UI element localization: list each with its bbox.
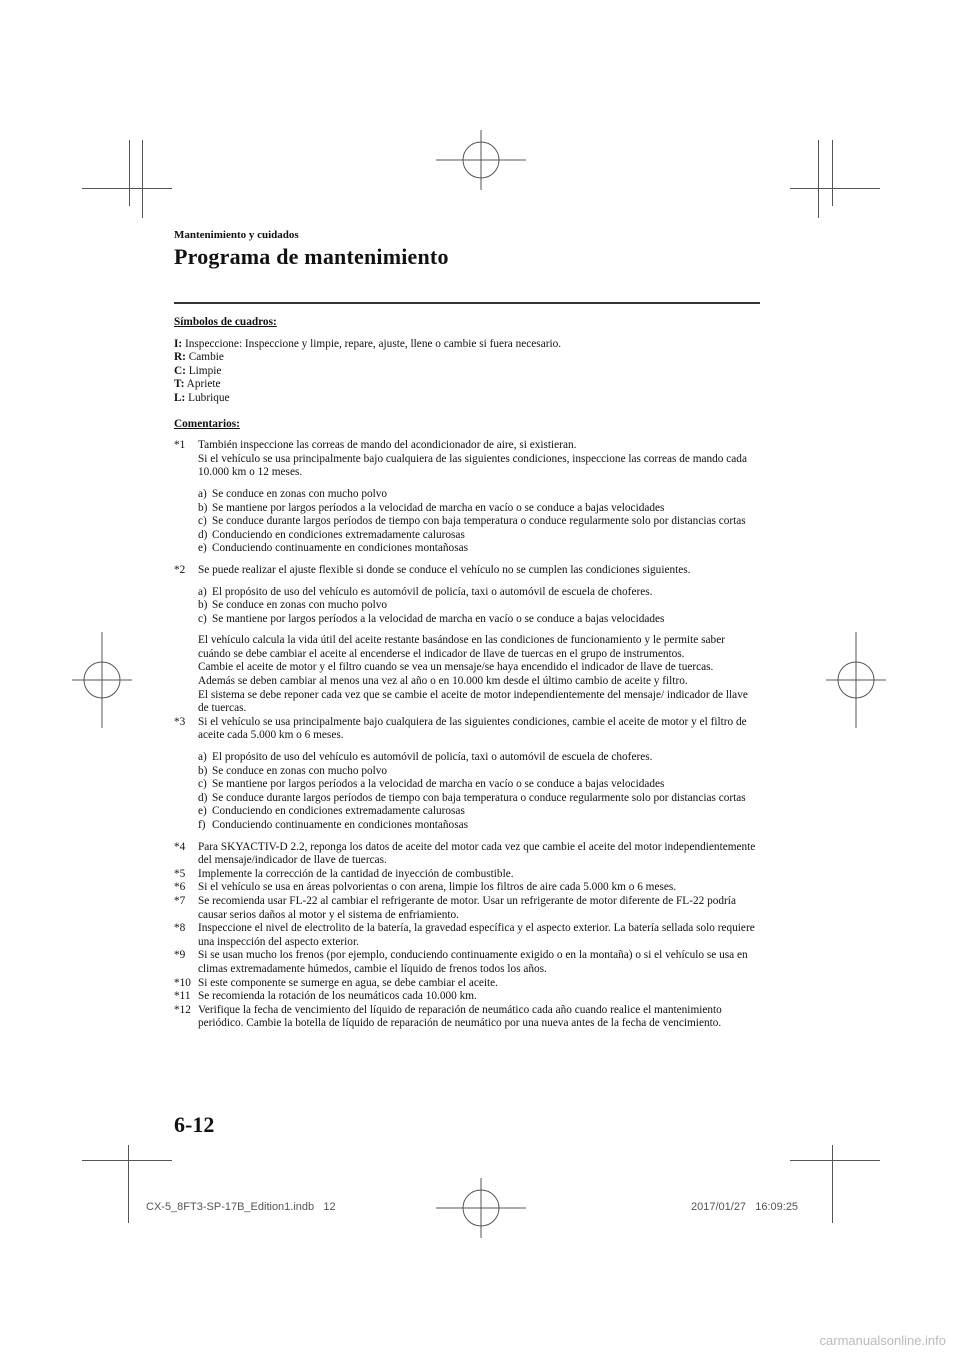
list-item-label: b) bbox=[198, 764, 208, 777]
footer-time: 16:09:25 bbox=[755, 1201, 799, 1213]
comment-number: *5 bbox=[174, 867, 186, 880]
page-content bbox=[174, 316, 760, 1031]
footer-filename: CX-5_8FT3-SP-17B_Edition1.indb bbox=[146, 1201, 315, 1213]
comment-2-paragraph: El vehículo calcula la vida útil del aceite restante basándose en las condiciones de funcionamiento y le permite saber cuándo se debe cambiar el aceite al encenderse el indicador de llave de tuercas en el grupo de instrumentos. bbox=[198, 634, 725, 660]
page-title: Programa de mantenimiento bbox=[174, 244, 449, 269]
list-item-label: d) bbox=[198, 791, 208, 804]
comment-2-list bbox=[174, 586, 760, 716]
comment-12 bbox=[174, 1004, 760, 1031]
list-item-label: a) bbox=[198, 487, 207, 500]
comment-7 bbox=[174, 895, 760, 922]
crop-mark-top-left-h bbox=[82, 188, 172, 189]
list-item bbox=[198, 515, 760, 529]
symbol-item bbox=[174, 378, 760, 392]
comment-3-list bbox=[174, 751, 760, 833]
list-item-label: b) bbox=[198, 501, 208, 514]
list-item-label: c) bbox=[198, 612, 207, 625]
comment-2 bbox=[174, 564, 760, 578]
comment-number: *2 bbox=[174, 563, 186, 576]
comment-text: Si el vehículo se usa principalmente bajo cualquiera de las siguientes condiciones, cambie el aceite de motor y el filtro de aceite cada 5.000 km o 6 meses. bbox=[198, 715, 747, 742]
list-item bbox=[198, 586, 760, 600]
footer-file bbox=[146, 1201, 336, 1213]
list-item-text: Se mantiene por largos períodos a la velocidad de marcha en vacío o se conduce a bajas velocidades bbox=[212, 612, 665, 625]
list-item bbox=[198, 502, 760, 516]
comment-3 bbox=[174, 716, 760, 743]
comment-6 bbox=[174, 881, 760, 895]
comment-number: *6 bbox=[174, 881, 186, 894]
registration-mark-right-icon bbox=[826, 632, 886, 728]
symbol-key: I: bbox=[174, 337, 183, 350]
comment-number: *7 bbox=[174, 894, 186, 907]
comment-10 bbox=[174, 977, 760, 991]
comment-text: Si este componente se sumerge en agua, se debe cambiar el aceite. bbox=[198, 976, 498, 989]
list-item-label: e) bbox=[198, 805, 207, 818]
comment-8 bbox=[174, 922, 760, 949]
list-item-text: Se conduce durante largos períodos de tiempo con baja temperatura o conduce regularmente solo por distancias cortas bbox=[212, 791, 746, 804]
list-item-text: Conduciendo en condiciones extremadamente calurosas bbox=[212, 528, 465, 541]
section-label: Mantenimiento y cuidados bbox=[174, 229, 299, 241]
comment-2-paragraph: Cambie el aceite de motor y el filtro cuando se vea un mensaje/se haya encendido el indicador de llave de tuercas. bbox=[198, 661, 714, 674]
list-item-label: b) bbox=[198, 599, 208, 612]
symbol-key: L: bbox=[174, 391, 186, 404]
comment-text: Se recomienda la rotación de los neumáticos cada 10.000 km. bbox=[198, 990, 477, 1003]
list-item-text: El propósito de uso del vehículo es automóvil de policía, taxi o automóvil de escuela de choferes. bbox=[212, 751, 653, 764]
footer-timestamp bbox=[691, 1201, 798, 1213]
title-rule bbox=[174, 302, 760, 304]
crop-mark-bottom-left-h bbox=[82, 1160, 172, 1161]
comment-number: *4 bbox=[174, 840, 186, 853]
symbol-text: Inspeccione: Inspeccione y limpie, repare, ajuste, llene o cambie si fuera necesario. bbox=[185, 337, 562, 350]
comment-1 bbox=[174, 439, 760, 480]
list-item bbox=[198, 529, 760, 543]
list-item-label: d) bbox=[198, 528, 208, 541]
symbol-key: R: bbox=[174, 351, 186, 364]
symbol-item bbox=[174, 338, 760, 352]
list-item bbox=[198, 819, 760, 833]
comment-5 bbox=[174, 868, 760, 882]
crop-mark-top-right-h bbox=[790, 188, 880, 189]
comment-number: *9 bbox=[174, 949, 186, 962]
comment-text: Verifique la fecha de vencimiento del líquido de reparación de neumático cada año cuando realice el mantenimiento periódico. Cambie la botella de líquido de reparación de neumático por una nueva antes de la fecha de vencimiento. bbox=[198, 1003, 722, 1030]
symbols-heading: Símbolos de cuadros: bbox=[174, 316, 277, 328]
registration-mark-top-icon bbox=[436, 130, 526, 190]
symbol-text: Apriete bbox=[186, 378, 221, 391]
symbol-item bbox=[174, 365, 760, 379]
crop-mark-bottom-right-v bbox=[832, 1145, 833, 1223]
list-item bbox=[198, 599, 760, 613]
comment-number: *12 bbox=[174, 1003, 191, 1016]
symbol-key: T: bbox=[174, 378, 185, 391]
crop-mark-bottom-left-v bbox=[128, 1145, 129, 1223]
crop-mark-top-left-v bbox=[142, 140, 143, 218]
list-item-text: Se mantiene por largos períodos a la velocidad de marcha en vacío o se conduce a bajas velocidades bbox=[212, 501, 665, 514]
comment-text: Se puede realizar el ajuste flexible si donde se conduce el vehículo no se cumplen las condiciones siguientes. bbox=[198, 563, 691, 576]
list-item bbox=[198, 488, 760, 502]
symbol-item bbox=[174, 392, 760, 406]
comments-heading: Comentarios: bbox=[174, 417, 240, 430]
comment-text: También inspeccione las correas de mando del acondicionador de aire, si existieran. bbox=[198, 439, 577, 452]
list-item-label: c) bbox=[198, 515, 207, 528]
list-item bbox=[198, 542, 760, 556]
list-item bbox=[198, 751, 760, 765]
symbol-key: C: bbox=[174, 364, 186, 377]
list-item-label: c) bbox=[198, 778, 207, 791]
symbol-item bbox=[174, 351, 760, 365]
comment-1-list bbox=[174, 488, 760, 556]
comment-2-paragraph: Además se deben cambiar al menos una vez al año o en 10.000 km desde el último cambio de aceite y filtro. bbox=[198, 675, 688, 688]
symbols-list bbox=[174, 338, 760, 406]
list-item-label: e) bbox=[198, 542, 207, 555]
symbol-text: Lubrique bbox=[188, 391, 230, 404]
comment-4 bbox=[174, 841, 760, 868]
page-number: 6-12 bbox=[174, 1112, 215, 1137]
crop-mark-bottom-right-h bbox=[790, 1160, 880, 1161]
list-item-text: El propósito de uso del vehículo es automóvil de policía, taxi o automóvil de escuela de choferes. bbox=[212, 585, 653, 598]
comment-text: Para SKYACTIV-D 2.2, reponga los datos de aceite del motor cada vez que cambie el aceite del motor independientemente del mensaje/indicador de llave de tuercas. bbox=[198, 840, 756, 867]
list-item bbox=[198, 765, 760, 779]
list-item-text: Se conduce durante largos períodos de tiempo con baja temperatura o conduce regularmente solo por distancias cortas bbox=[212, 515, 746, 528]
crop-mark-top-right-v2 bbox=[832, 140, 833, 206]
comment-text: Si se usan mucho los frenos (por ejemplo, conduciendo continuamente exigido o en la montaña) o si el vehículo se usa en climas extremadamente húmedos, cambie el líquido de frenos todos los años. bbox=[198, 949, 748, 975]
list-item-text: Se conduce en zonas con mucho polvo bbox=[212, 599, 388, 612]
list-item-text: Conduciendo continuamente en condiciones montañosas bbox=[212, 819, 469, 831]
list-item-label: f) bbox=[198, 819, 206, 831]
list-item-text: Conduciendo continuamente en condiciones montañosas bbox=[212, 542, 469, 555]
comment-11 bbox=[174, 990, 760, 1004]
list-item-label: a) bbox=[198, 585, 207, 598]
list-item bbox=[198, 778, 760, 792]
list-item-text: Se conduce en zonas con mucho polvo bbox=[212, 487, 388, 500]
comment-text: Se recomienda usar FL-22 al cambiar el refrigerante de motor. Usar un refrigerante de motor diferente de FL-22 podría causar serios daños al motor y el sistema de enfriamiento. bbox=[198, 894, 736, 921]
comment-number: *10 bbox=[174, 976, 191, 989]
comment-text: Si el vehículo se usa principalmente bajo cualquiera de las siguientes condiciones, inspeccione las correas de mando cada 10.000 km o 12 meses. bbox=[198, 452, 747, 479]
comment-text: Inspeccione el nivel de electrolito de la batería, la gravedad específica y el aspecto exterior. La batería sellada solo requiere una inspección del aspecto exterior. bbox=[198, 922, 755, 948]
comment-number: *3 bbox=[174, 715, 186, 728]
registration-mark-left-icon bbox=[72, 632, 132, 728]
comment-number: *11 bbox=[174, 990, 191, 1003]
comment-9 bbox=[174, 949, 760, 976]
list-item bbox=[198, 792, 760, 806]
symbol-text: Cambie bbox=[188, 351, 224, 364]
comment-2-paragraph: El sistema se debe reponer cada vez que se cambie el aceite de motor independientemente del mensaje/ indicador de llave de tuercas. bbox=[198, 688, 748, 715]
list-item-text: Se mantiene por largos períodos a la velocidad de marcha en vacío o se conduce a bajas velocidades bbox=[212, 778, 665, 791]
list-item-label: a) bbox=[198, 751, 207, 764]
comment-number: *8 bbox=[174, 922, 186, 935]
watermark: carmanualsonline.info bbox=[819, 1333, 946, 1348]
list-item-text: Conduciendo en condiciones extremadamente calurosas bbox=[212, 805, 465, 818]
footer-date: 2017/01/27 bbox=[691, 1201, 747, 1213]
list-item-text: Se conduce en zonas con mucho polvo bbox=[212, 764, 388, 777]
footer-page: 12 bbox=[323, 1201, 336, 1213]
symbol-text: Limpie bbox=[188, 364, 222, 377]
comment-text: Implemente la corrección de la cantidad de inyección de combustible. bbox=[198, 867, 514, 880]
list-item bbox=[198, 613, 760, 627]
comment-text: Si el vehículo se usa en áreas polvorientas o con arena, limpie los filtros de aire cada 5.000 km o 6 meses. bbox=[198, 881, 677, 894]
crop-mark-top-right-v bbox=[818, 140, 819, 218]
comment-number: *1 bbox=[174, 439, 186, 452]
registration-mark-bottom-icon bbox=[436, 1178, 526, 1238]
crop-mark-top-left-v2 bbox=[129, 140, 130, 206]
list-item bbox=[198, 805, 760, 819]
